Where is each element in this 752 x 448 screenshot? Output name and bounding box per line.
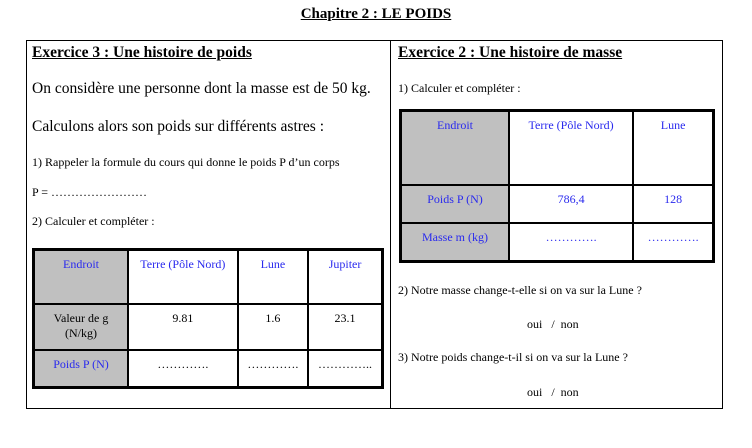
- exercise-2-question-1: 1) Calculer et compléter :: [398, 81, 521, 95]
- exercise-2-question-3: 3) Notre poids change-t-il si on va sur la Lune ?: [398, 350, 628, 364]
- table-cell: 786,4: [509, 185, 633, 223]
- formula-blank: P = ……………………: [32, 185, 147, 199]
- exercise-3-heading: Exercice 3 : Une histoire de poids: [32, 44, 252, 61]
- row-label: Poids P (N): [34, 350, 129, 388]
- table-cell: 23.1: [308, 304, 382, 350]
- row-label: Valeur de g (N/kg): [34, 304, 129, 350]
- exercise-2-question-2: 2) Notre masse change-t-elle si on va sur la Lune ?: [398, 283, 642, 297]
- weight-table: [32, 248, 384, 389]
- exercise-3-intro: On considère une personne dont la masse est de 50 kg.: [32, 80, 371, 97]
- blank-cell: ………….: [633, 223, 713, 262]
- column-divider: [390, 40, 391, 408]
- answer-choice-2: oui / non: [527, 317, 579, 331]
- page-title: Chapitre 2 : LE POIDS: [300, 6, 452, 22]
- mass-table: [399, 109, 715, 263]
- header-cell: Lune: [238, 250, 308, 304]
- row-label: Masse m (kg): [401, 223, 510, 262]
- table-cell: 1.6: [238, 304, 308, 350]
- exercise-3-question-2: 2) Calculer et compléter :: [32, 214, 155, 228]
- table-cell: 128: [633, 185, 713, 223]
- table-cell: 9.81: [128, 304, 238, 350]
- blank-cell: ………….: [238, 350, 308, 388]
- header-cell: Lune: [633, 111, 713, 185]
- blank-cell: ………….: [128, 350, 238, 388]
- header-cell: Endroit: [34, 250, 129, 304]
- blank-cell: ………….: [509, 223, 633, 262]
- header-cell: Terre (Pôle Nord): [509, 111, 633, 185]
- row-label: Poids P (N): [401, 185, 510, 223]
- header-cell: Jupiter: [308, 250, 382, 304]
- exercise-3-statement: Calculons alors son poids sur différents astres :: [32, 118, 325, 135]
- exercise-2-heading: Exercice 2 : Une histoire de masse: [398, 44, 623, 61]
- blank-cell: …………..: [308, 350, 382, 388]
- exercise-3-question-1: 1) Rappeler la formule du cours qui donne le poids P d’un corps: [32, 155, 340, 169]
- header-cell: Terre (Pôle Nord): [128, 250, 238, 304]
- answer-choice-3: oui / non: [527, 385, 579, 399]
- header-cell: Endroit: [401, 111, 510, 185]
